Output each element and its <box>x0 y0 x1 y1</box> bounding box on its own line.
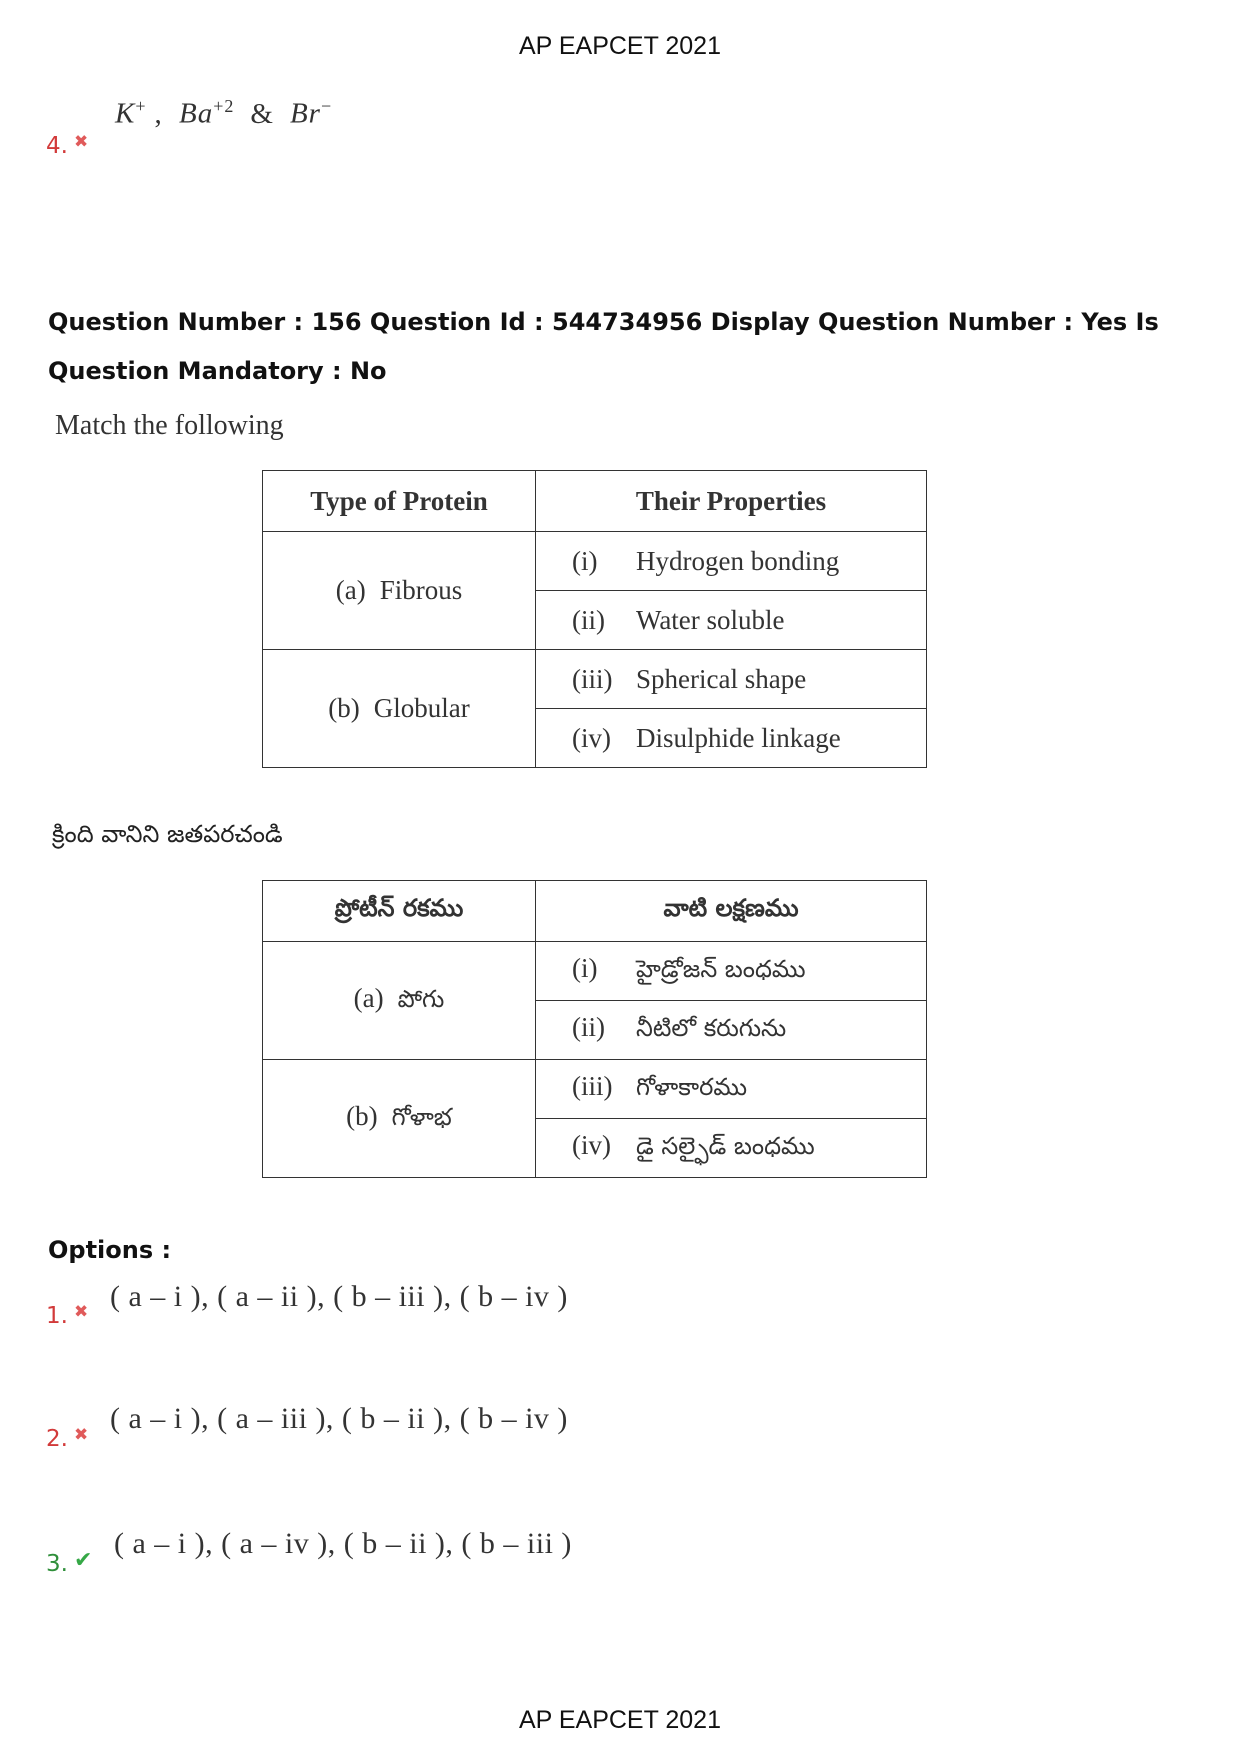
check-icon: ✔ <box>73 1548 93 1573</box>
ion-base: Br <box>289 97 321 130</box>
option-number: 1. <box>46 1303 68 1329</box>
option-3 <box>46 1548 92 1577</box>
table-row <box>263 1060 927 1119</box>
option-number: 2. <box>46 1426 68 1452</box>
item-text: Globular <box>373 693 470 723</box>
table-cell-left <box>263 532 536 650</box>
telugu-prompt: క్రింది వానిని జతపరచండి <box>52 820 283 848</box>
cross-icon: ✖ <box>73 1425 89 1445</box>
table-cell-right <box>536 709 927 768</box>
table-row <box>263 532 927 591</box>
item-label: (a) <box>353 982 384 1013</box>
table-row <box>263 942 927 1001</box>
item-label: (iv) <box>572 1130 611 1160</box>
english-match-table <box>262 470 927 768</box>
ion-charge: − <box>320 96 333 116</box>
table-cell-right <box>536 532 927 591</box>
ion-amp: & <box>250 97 274 130</box>
table-cell-right <box>536 650 927 709</box>
ion-charge: + <box>135 96 147 116</box>
question-meta: Question Number : 156 Question Id : 544734956 Display Question Number : Yes Is Question Mandatory : No <box>48 308 1159 385</box>
item-text: Fibrous <box>379 575 463 605</box>
page-header: AP EAPCET 2021 <box>519 32 721 60</box>
item-label: (ii) <box>572 604 605 635</box>
item-text: Spherical shape <box>636 663 807 694</box>
table-cell-right <box>536 1119 927 1178</box>
item-text: నీటిలో కరుగును <box>636 1014 787 1042</box>
table-header-row <box>263 471 927 532</box>
option-3-text: ( a – i ), ( a – iv ), ( b – ii ), ( b – iii ) <box>114 1527 572 1560</box>
item-label: (ii) <box>572 1012 605 1042</box>
item-label: (a) <box>335 575 366 605</box>
ion-base: K <box>115 97 136 130</box>
table-header: వాటి లక్షణము <box>536 881 927 942</box>
prev-option-4-formula <box>115 96 332 131</box>
item-text: గోళాభ <box>391 1102 452 1131</box>
table-cell-right <box>536 942 927 1001</box>
prev-option-4 <box>46 132 88 159</box>
item-text: Disulphide linkage <box>636 722 841 753</box>
item-text: పోగు <box>397 984 445 1013</box>
item-text: హైడ్రోజన్ బంధము <box>636 955 806 983</box>
option-number: 4. <box>46 133 68 159</box>
item-text: డై సల్ఫైడ్ బంధము <box>636 1132 815 1160</box>
table-header-row <box>263 881 927 942</box>
item-label: (b) <box>346 1100 378 1131</box>
ion-separator: , <box>154 97 163 130</box>
cross-icon: ✖ <box>73 132 89 152</box>
option-2-text: ( a – i ), ( a – iii ), ( b – ii ), ( b – iv ) <box>110 1402 568 1435</box>
item-label: (i) <box>572 953 598 983</box>
option-1-text: ( a – i ), ( a – ii ), ( b – iii ), ( b – iv ) <box>110 1280 568 1313</box>
ion-charge: +2 <box>213 96 235 116</box>
table-header: ప్రోటీన్ రకము <box>263 881 536 942</box>
item-text: Water soluble <box>636 604 785 635</box>
table-cell-right <box>536 1001 927 1060</box>
table-header: Their Properties <box>536 471 927 532</box>
item-label: (b) <box>328 693 360 723</box>
table-cell-left <box>263 650 536 768</box>
item-label: (i) <box>572 545 598 576</box>
ion-base: Ba <box>179 97 214 130</box>
telugu-match-table <box>262 880 927 1178</box>
item-label: (iii) <box>572 663 613 694</box>
english-prompt: Match the following <box>55 410 284 441</box>
cross-icon: ✖ <box>73 1302 89 1322</box>
table-cell-left <box>263 942 536 1060</box>
table-cell-right <box>536 1060 927 1119</box>
item-text: గోళాకారము <box>636 1073 748 1101</box>
item-text: Hydrogen bonding <box>636 545 840 576</box>
option-2 <box>46 1425 88 1452</box>
option-1 <box>46 1302 88 1329</box>
options-heading: Options : <box>48 1236 172 1264</box>
option-number: 3. <box>46 1551 68 1577</box>
table-cell-right <box>536 591 927 650</box>
item-label: (iii) <box>572 1071 613 1101</box>
page-footer: AP EAPCET 2021 <box>519 1706 721 1734</box>
table-cell-left <box>263 1060 536 1178</box>
item-label: (iv) <box>572 722 611 753</box>
table-header: Type of Protein <box>263 471 536 532</box>
table-row <box>263 650 927 709</box>
